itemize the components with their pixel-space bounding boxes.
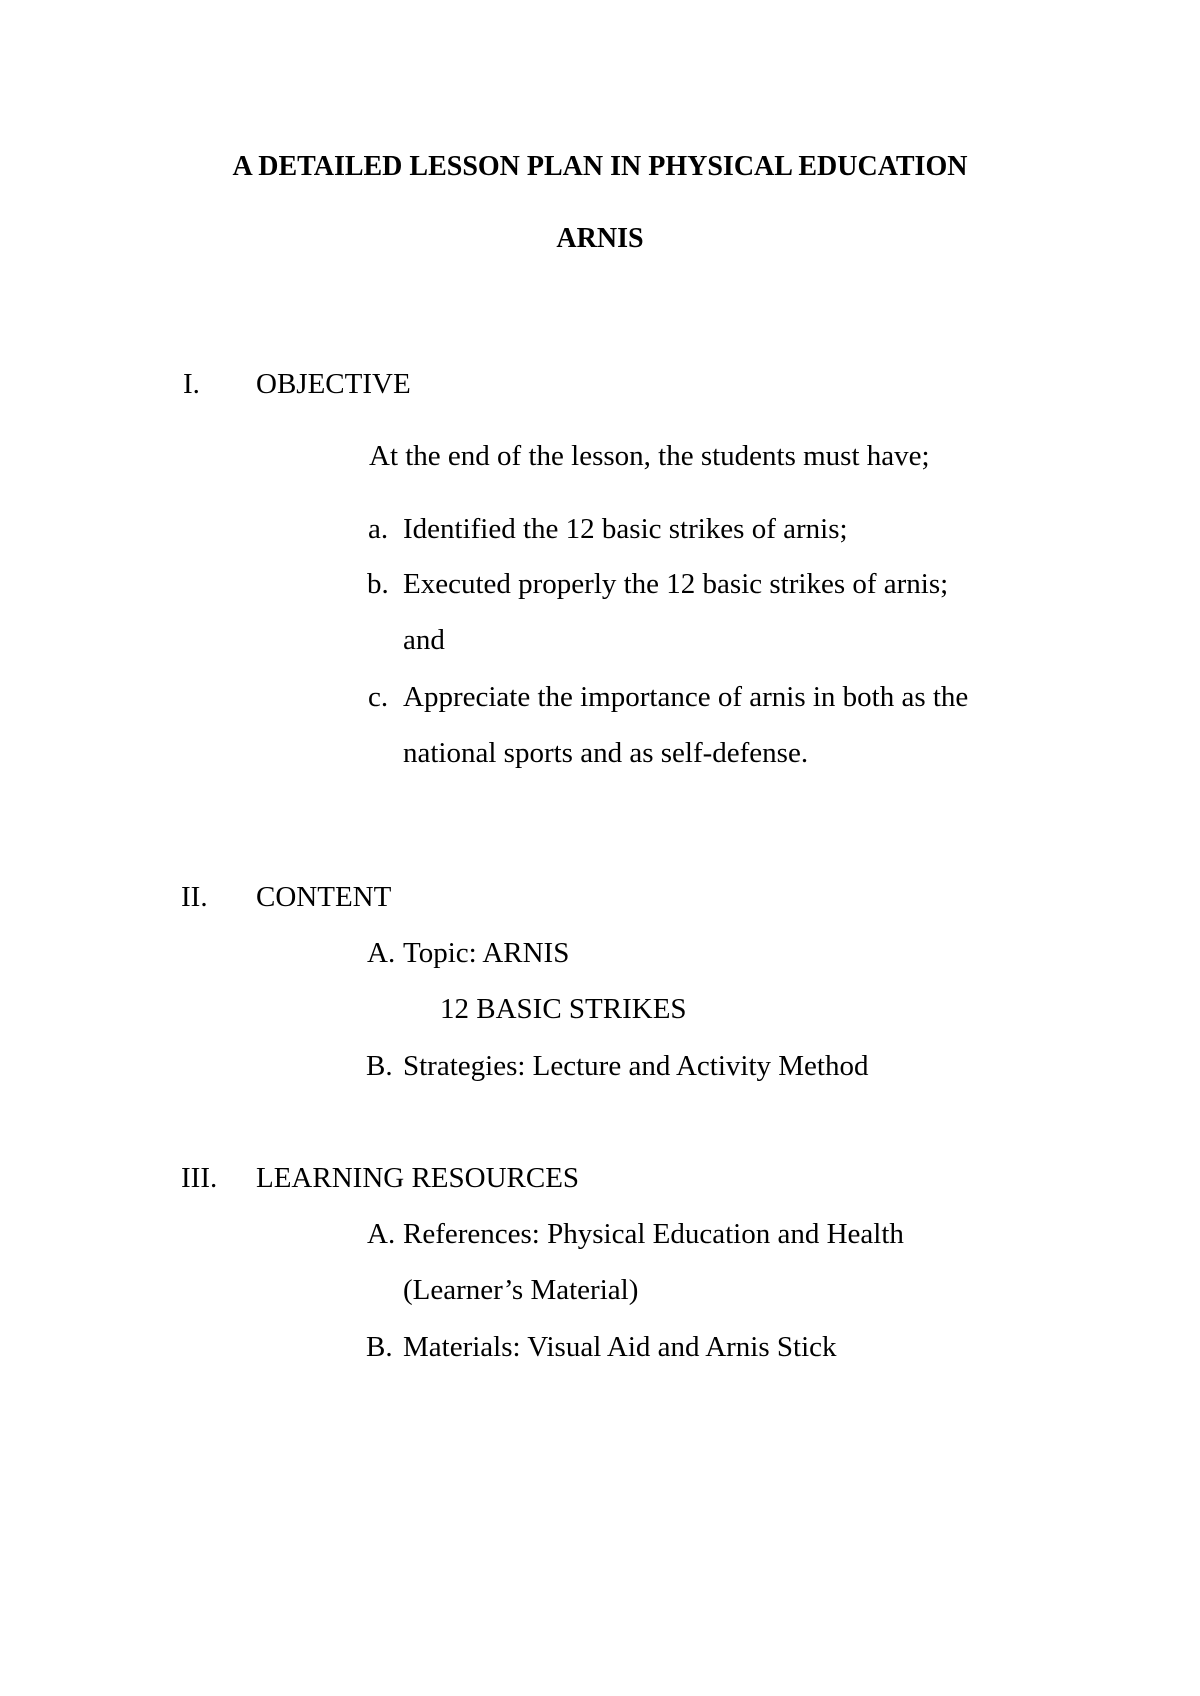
document-subtitle: ARNIS xyxy=(556,223,644,254)
list-text: Materials: Visual Aid and Arnis Stick xyxy=(403,1331,837,1363)
list-text: (Learner’s Material) xyxy=(403,1274,639,1306)
list-marker: B. xyxy=(366,1050,393,1082)
list-text: national sports and as self-defense. xyxy=(403,737,809,769)
document-title: A DETAILED LESSON PLAN IN PHYSICAL EDUCATION xyxy=(232,151,968,182)
list-text: Topic: ARNIS xyxy=(403,937,570,969)
list-marker: A. xyxy=(367,1218,396,1250)
list-marker: B. xyxy=(366,1331,393,1363)
section-numeral: II. xyxy=(181,881,208,913)
section-numeral: I. xyxy=(183,368,200,400)
section-heading: OBJECTIVE xyxy=(256,368,411,400)
list-text: and xyxy=(403,624,445,656)
list-marker: a. xyxy=(368,513,389,545)
section-numeral: III. xyxy=(181,1162,218,1194)
list-marker: c. xyxy=(368,681,389,713)
list-text: Appreciate the importance of arnis in both as the xyxy=(403,681,969,713)
list-marker: A. xyxy=(367,937,396,969)
list-subtext: 12 BASIC STRIKES xyxy=(440,993,687,1025)
list-text: Strategies: Lecture and Activity Method xyxy=(403,1050,869,1082)
list-marker: b. xyxy=(367,568,389,600)
list-text: Executed properly the 12 basic strikes of arnis; xyxy=(403,568,949,600)
section-heading: CONTENT xyxy=(256,881,392,913)
objective-intro: At the end of the lesson, the students must have; xyxy=(369,440,930,472)
list-text: Identified the 12 basic strikes of arnis; xyxy=(403,513,848,545)
list-text: References: Physical Education and Health xyxy=(403,1218,904,1250)
section-heading: LEARNING RESOURCES xyxy=(256,1162,580,1194)
